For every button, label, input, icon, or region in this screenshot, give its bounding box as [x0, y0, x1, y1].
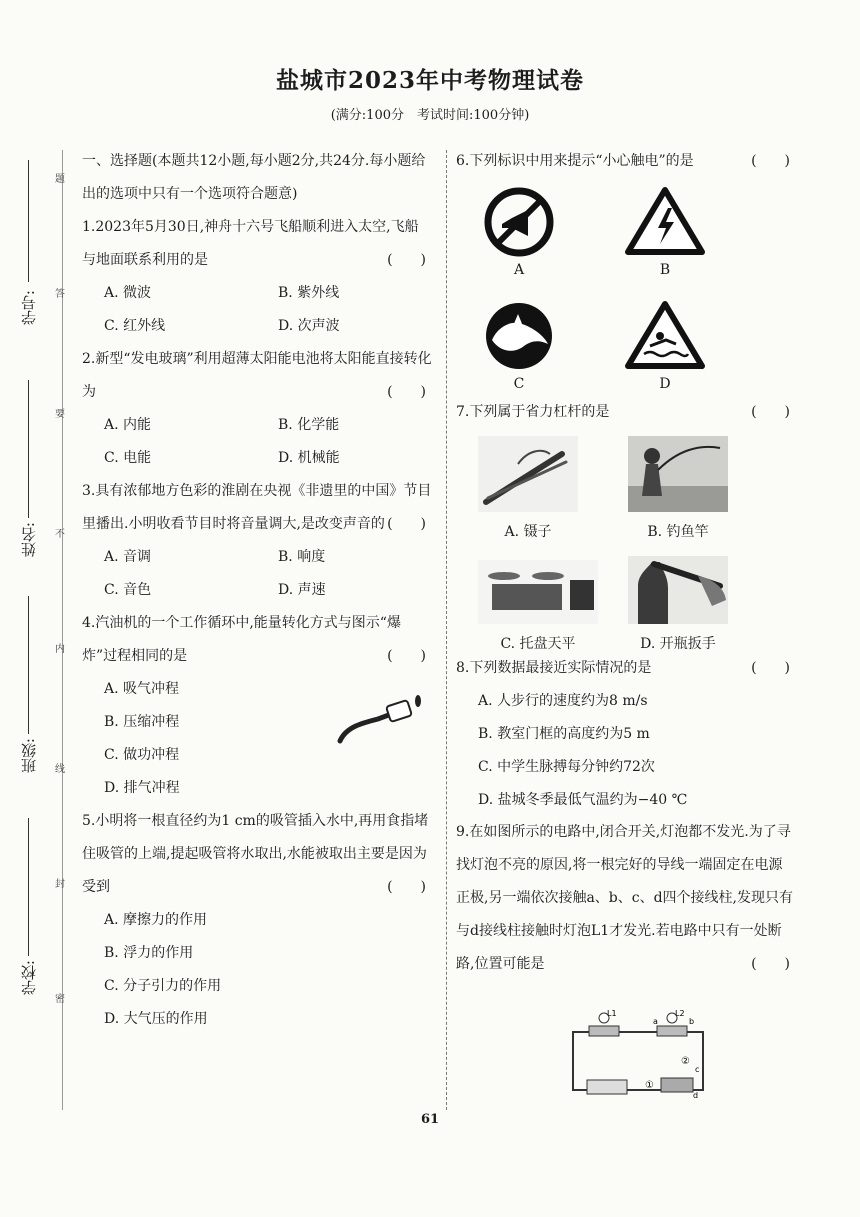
sign-c[interactable] [478, 300, 560, 392]
seal-mark: 题 [55, 174, 65, 185]
sign-b[interactable] [624, 186, 706, 278]
no-horn-icon [478, 186, 560, 258]
lever-label: C. 托盘天平 [500, 636, 576, 652]
exam-subtitle: (满分:100分 考试时间:100分钟) [330, 108, 530, 123]
column-divider [446, 150, 448, 1110]
option-a: A. 音调 [104, 549, 152, 565]
option-d: D. 声速 [278, 582, 326, 598]
question-3 [82, 475, 432, 607]
sign-a[interactable] [478, 186, 560, 278]
seal-mark: 封 [55, 879, 65, 890]
option-b: B. 响度 [278, 549, 326, 565]
option-a: A. 摩擦力的作用 [104, 912, 208, 928]
option-c: C. 电能 [104, 450, 152, 466]
answer-paren[interactable]: ( ) [751, 956, 790, 972]
option-b: B. 压缩冲程 [104, 714, 180, 730]
question-number: 9. [456, 824, 470, 840]
option-c: C. 分子引力的作用 [104, 978, 222, 994]
question-6 [456, 145, 796, 178]
option-c: C. 红外线 [104, 318, 166, 334]
section-heading: 一、选择题(本题共12小题,每小题2分,共24分.每小题给出的选项中只有一个选项符合题意) [82, 153, 426, 202]
answer-paren[interactable]: ( ) [751, 404, 790, 420]
lever-tweezers[interactable] [478, 436, 578, 549]
question-2 [82, 343, 432, 475]
question-number: 5. [82, 813, 96, 829]
sign-label: B [659, 262, 671, 278]
answer-paren[interactable]: ( ) [387, 648, 426, 664]
exam-title: 盐城市2023年中考物理试卷 [275, 67, 584, 94]
question-text: 下列标识中用来提示“小心触电”的是 [469, 153, 694, 169]
answer-paren[interactable]: ( ) [751, 153, 790, 169]
question-number: 4. [82, 615, 96, 631]
question-text: 在如图所示的电路中,闭合开关,灯泡都不发光.为了寻找灯泡不亮的原因,将一根完好的导线一端固定在电源正极,另一端依次接触a、b、c、d四个接线柱,发现只有与d接线柱接触时灯泡L1才发光.若电路中只有一处断路,位置可能是 [456, 824, 794, 972]
question-number: 1. [82, 219, 96, 235]
electric-shock-warning-icon [624, 186, 706, 258]
question-number: 6. [456, 153, 470, 169]
sign-d[interactable] [624, 300, 706, 392]
question-number: 2. [82, 351, 96, 367]
label-1: ① [645, 1080, 654, 1091]
question-text: 汽油机的一个工作循环中,能量转化方式与图示“爆炸”过程相同的是 [82, 615, 401, 664]
label-c: c [695, 1065, 700, 1074]
option-d: D. 机械能 [278, 450, 340, 466]
left-column [82, 145, 432, 1036]
answer-paren[interactable]: ( ) [387, 384, 426, 400]
question-text: 下列属于省力杠杆的是 [469, 404, 610, 420]
answer-paren[interactable]: ( ) [387, 516, 426, 532]
lever-label: A. 镊子 [504, 524, 552, 540]
option-b: B. 化学能 [278, 417, 340, 433]
option-d: D. 大气压的作用 [104, 1011, 208, 1027]
seal-mark: 要 [55, 409, 65, 420]
label-2: ② [681, 1056, 690, 1067]
answer-paren[interactable]: ( ) [387, 879, 426, 895]
sign-label: A [513, 262, 525, 278]
drowning-warning-icon [624, 300, 706, 372]
circuit-diagram [565, 1008, 715, 1100]
label-b: b [689, 1017, 695, 1026]
option-a: A. 人步行的速度约为8 m/s [478, 693, 648, 709]
answer-paren[interactable]: ( ) [387, 252, 426, 268]
balance-photo [478, 560, 598, 624]
label-l1: L1 [607, 1009, 617, 1018]
bottle-opener-photo [628, 556, 728, 624]
question-number: 3. [82, 483, 96, 499]
question-text: 具有浓郁地方色彩的淮剧在央视《非遗里的中国》节目里播出.小明收看节目时将音量调大,是改变声音的 [82, 483, 432, 532]
question-text: 新型“发电玻璃”利用超薄太阳能电池将太阳能直接转化为 [82, 351, 432, 400]
question-text: 2023年5月30日,神舟十六号飞船顺利进入太空,飞船与地面联系利用的是 [82, 219, 419, 268]
right-column [456, 145, 796, 178]
page-number: 61 [420, 1112, 440, 1127]
sign-label: D [659, 376, 671, 392]
fishing-rod-photo [628, 436, 728, 512]
lever-bottle-opener[interactable] [628, 556, 728, 661]
option-a: A. 内能 [104, 417, 152, 433]
seal-mark: 线 [55, 764, 65, 775]
lever-fishing-rod[interactable] [628, 436, 728, 549]
question-4 [82, 607, 432, 805]
option-b: B. 紫外线 [278, 285, 340, 301]
answer-paren[interactable]: ( ) [751, 660, 790, 676]
tweezers-photo [478, 436, 578, 512]
field-school: 学校: [20, 960, 38, 996]
question-7 [456, 396, 796, 429]
option-b: B. 教室门框的高度约为5 m [478, 726, 650, 742]
label-a: a [653, 1017, 658, 1026]
sign-label: C [513, 376, 525, 392]
lever-balance[interactable] [478, 560, 598, 661]
field-class: 班级: [20, 738, 38, 774]
option-d: D. 排气冲程 [104, 780, 180, 796]
explosion-tube-figure [332, 689, 424, 749]
question-9 [456, 816, 796, 981]
option-c: C. 中学生脉搏每分钟约72次 [478, 759, 655, 775]
option-d: D. 次声波 [278, 318, 340, 334]
option-b: B. 浮力的作用 [104, 945, 194, 961]
option-a: A. 微波 [104, 285, 152, 301]
label-d: d [693, 1091, 699, 1100]
option-c: C. 做功冲程 [104, 747, 180, 763]
lever-label: D. 开瓶扳手 [640, 636, 716, 652]
question-number: 8. [456, 660, 470, 676]
option-d: D. 盐城冬季最低气温约为−40 ℃ [478, 792, 688, 808]
label-l2: L2 [675, 1009, 685, 1018]
seal-mark: 内 [55, 644, 65, 655]
lever-label: B. 钓鱼竿 [647, 524, 709, 540]
option-a: A. 吸气冲程 [104, 681, 180, 697]
question-text: 下列数据最接近实际情况的是 [469, 660, 652, 676]
question-5 [82, 805, 432, 1036]
seal-mark: 不 [55, 529, 65, 540]
water-saving-icon [478, 300, 560, 372]
option-c: C. 音色 [104, 582, 152, 598]
field-name: 姓名: [20, 522, 38, 558]
seal-mark: 密 [55, 994, 65, 1005]
question-text: 小明将一根直径约为1 cm的吸管插入水中,再用食指堵住吸管的上端,提起吸管将水取出,水能被取出主要是因为受到 [82, 813, 429, 895]
field-student-id: 学号: [20, 290, 38, 326]
question-8 [456, 652, 796, 817]
question-number: 7. [456, 404, 470, 420]
seal-mark: 答 [55, 289, 65, 300]
question-1 [82, 211, 432, 343]
